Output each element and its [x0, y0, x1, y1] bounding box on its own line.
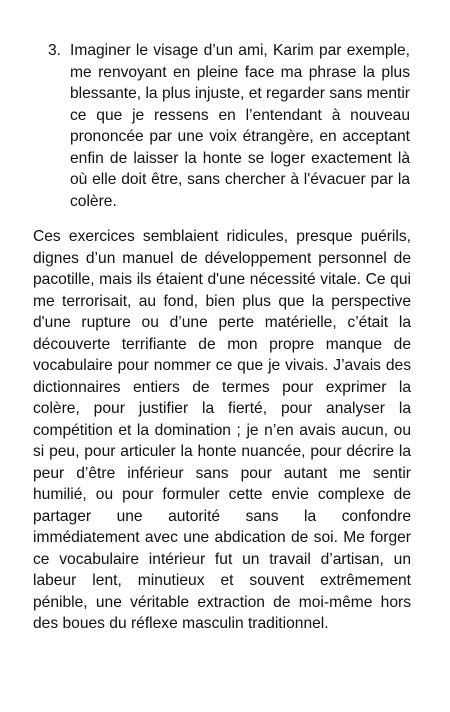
list-item-number: 3. [48, 42, 62, 59]
numbered-list-item [48, 40, 411, 212]
list-item-text: Imaginer le visage d’un ami, Karim par exemple, me renvoyant en pleine face ma phrase la plus blessante, la plus injuste, et regarder sans mentir ce que je ressens en l’entendant à nouveau prononcée par une voix étrangère, en acceptant enfin de laisser la honte se loger exactement là où elle doit être, sans chercher à l'évacuer par la colère. [70, 42, 410, 210]
document-page [33, 40, 411, 635]
body-paragraph: Ces exercices semblaient ridicules, presque puérils, dignes d’un manuel de développement personnel de pacotille, mais ils étaient d'une nécessité vitale. Ce qui me terrorisait, au fond, bien plus que la perspective d'une rupture ou d’une perte matérielle, c’était la découverte terrifiante de mon propre manque de vocabulaire pour nommer ce que je vivais. J’avais des dictionnaires entiers de termes pour exprimer la colère, pour justifier la fierté, pour analyser la compétition et la domination ; je n’en avais aucun, ou si peu, pour articuler la honte nuancée, pour décrire la peur d’être inférieur sans pour autant me sentir humilié, ou pour formuler cette envie complexe de partager une autorité sans la confondre immédiatement avec une abdication de soi. Me forger ce vocabulaire intérieur fut un travail d’artisan, un labeur lent, minutieux et souvent extrêmement pénible, une véritable extraction de moi-même hors des boues du réflexe masculin traditionnel. [33, 228, 411, 632]
